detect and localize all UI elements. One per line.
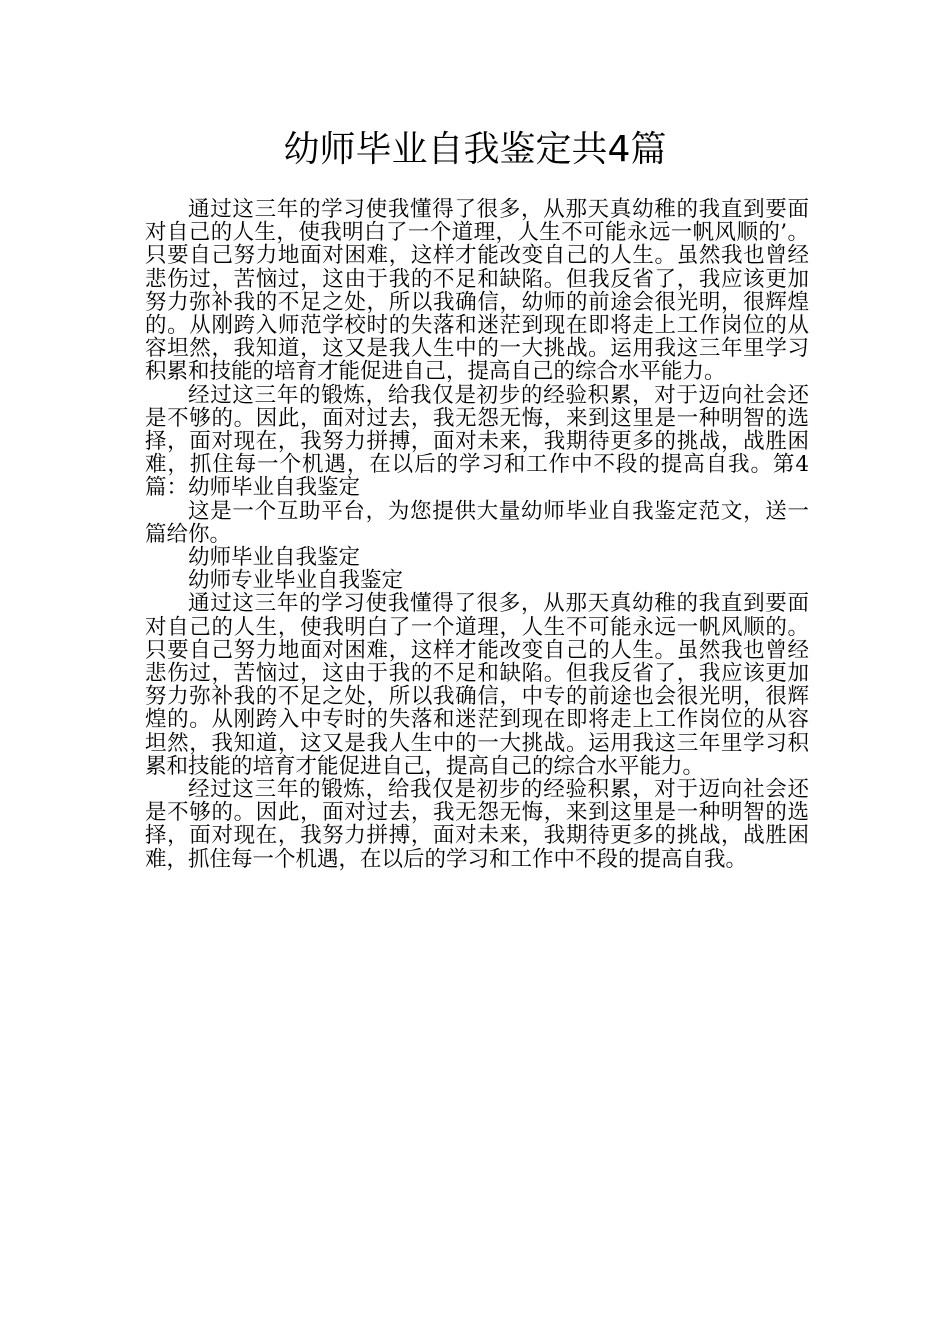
heading-line-1: 幼师毕业自我鉴定 [188, 545, 361, 571]
paragraph-3: 这是一个互助平台，为您提供大量幼师毕业自我鉴定范文，送一篇给你。 [145, 498, 809, 547]
heading-line-2: 幼师专业毕业自我鉴定 [188, 568, 404, 594]
paragraph-1: 通过这三年的学习使我懂得了很多，从那天真幼稚的我直到要面对自己的人生，使我明白了一个道理，人生不可能永远一帆风顺的’。只要自己努力地面对困难，这样才能改变自己的人生。虽然我也曾经悲伤过，苦恼过，这由于我的不足和缺陷。但我反省了，我应该更加努力弥补我的不足之处，所以我确信，幼师的前途会很光明，很辉煌的。从刚跨入师范学校时的失落和迷茫到现在即将走上工作岗位的从容坦然，我知道，这又是我人生中的一大挑战。运用我这三年里学习积累和技能的培育才能促进自己，提高自己的综合水平能力。 [145, 197, 809, 385]
paragraph-4: 通过这三年的学习使我懂得了很多，从那天真幼稚的我直到要面对自己的人生，使我明白了一个道理，人生不可能永远一帆风顺的。只要自己努力地面对困难，这样才能改变自己的人生。虽然我也曾经悲伤过，苦恼过，这由于我的不足和缺陷。但我反省了，我应该更加努力弥补我的不足之处，所以我确信，中专的前途也会很光明，很辉煌的。从刚跨入中专时的失落和迷茫到现在即将走上工作岗位的从容坦然，我知道，这又是我人生中的一大挑战。运用我这三年里学习积累和技能的培育才能促进自己，提高自己的综合水平能力。 [145, 591, 809, 779]
paragraph-2: 经过这三年的锻炼，给我仅是初步的经验积累，对于迈向社会还是不够的。因此，面对过去，我无怨无悔，来到这里是一种明智的选择，面对现在，我努力拼搏，面对未来，我期待更多的挑战，战胜困难，抓住每一个机遇，在以后的学习和工作中不段的提高自我。第4篇：幼师毕业自我鉴定 [145, 382, 809, 501]
document-body [145, 198, 809, 871]
paragraph-5: 经过这三年的锻炼，给我仅是初步的经验积累，对于迈向社会还是不够的。因此，面对过去，我无怨无悔，来到这里是一种明智的选择，面对现在，我努力拼搏，面对未来，我期待更多的挑战，战胜困难，抓住每一个机遇，在以后的学习和工作中不段的提高自我。 [145, 777, 809, 872]
document-title: 幼师毕业自我鉴定共4篇 [283, 129, 667, 170]
